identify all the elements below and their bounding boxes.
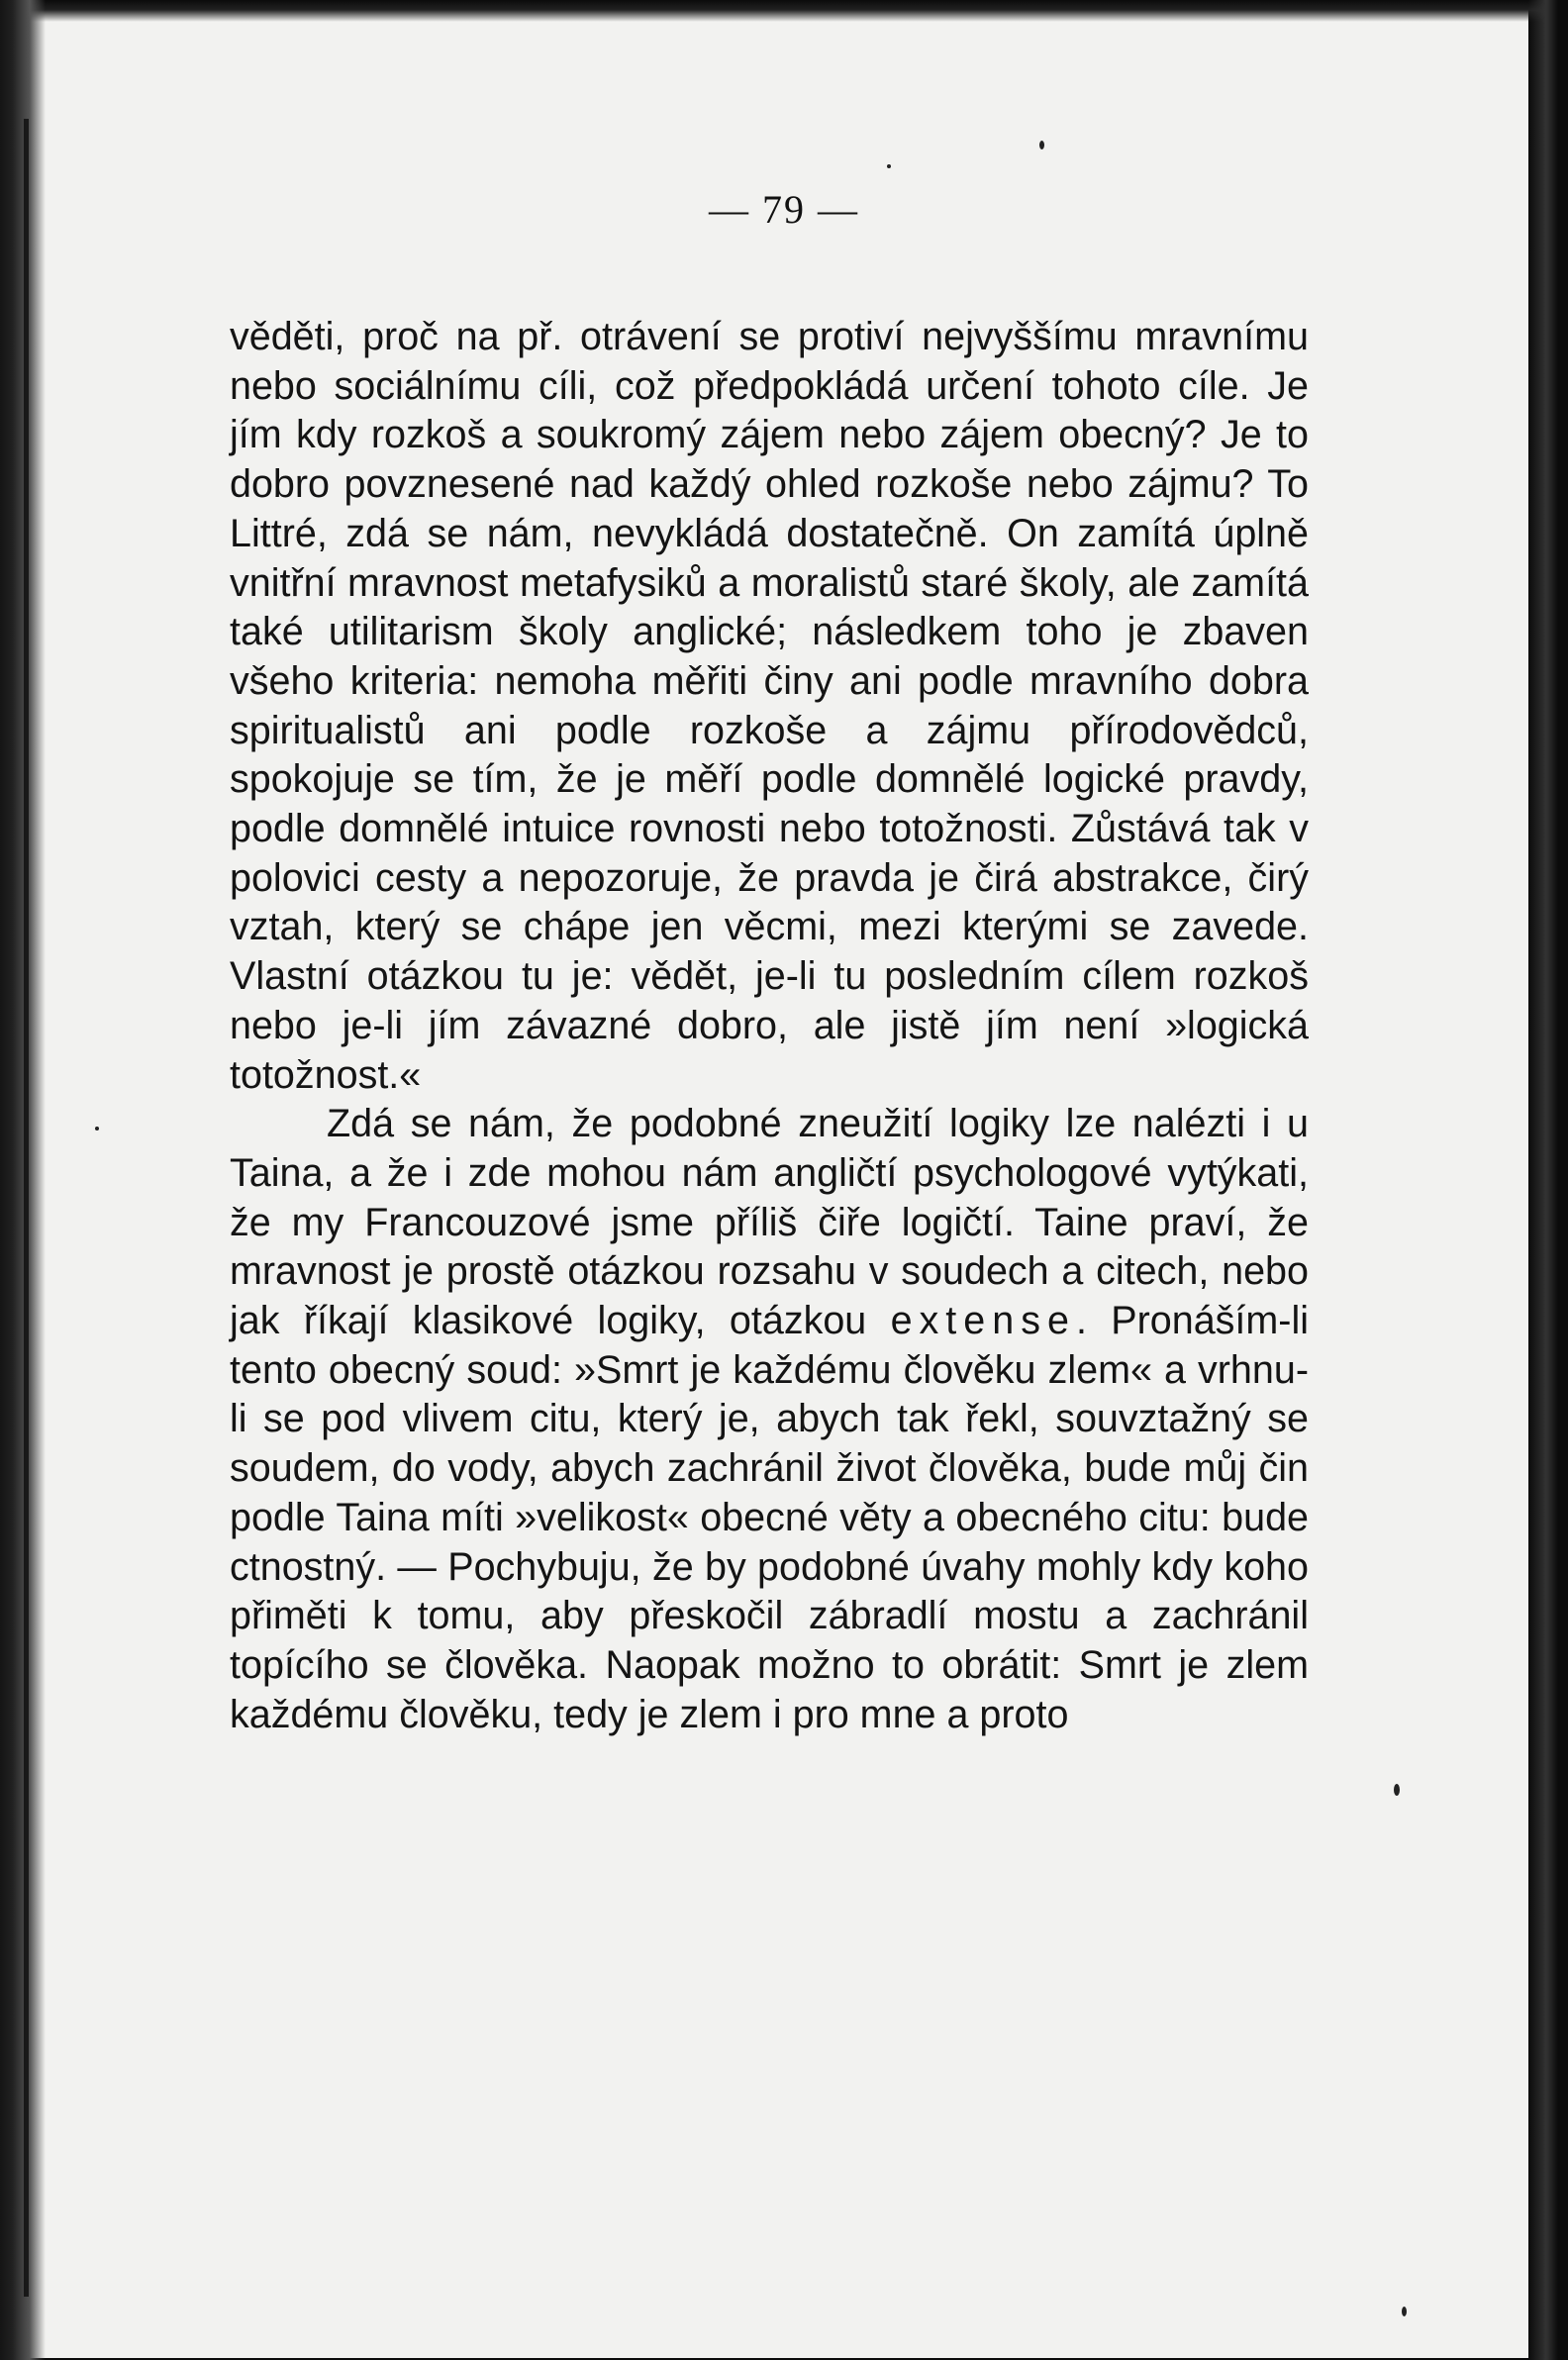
paragraph-1: věděti, proč na př. otrávení se protiví nejvyššímu mravnímu nebo sociálnímu cíli, což předpokládá určení tohoto cíle. Je jím kdy rozkoš a soukromý zájem nebo zájem obecný? Je to dobro povznesené nad každý ohled rozkoše nebo zájmu? To Littré, zdá se nám, nevykládá dostatečně. On zamítá úplně vnitřní mravnost metafysiků a moralistů staré školy, ale zamítá také utilitarism školy anglické; následkem toho je zbaven všeho kriteria: nemoha měřiti činy ani podle mravního dobra spiritualistů ani podle rozkoše a zájmu přírodovědců, spokojuje se tím, že je měří podle domnělé logické pravdy, podle domnělé intuice rovnosti nebo totožnosti. Zůstává tak v polovici cesty a nepozoruje, že pravda je čirá abstrakce, čirý vztah, který se chápe jen věcmi, mezi kterými se zavede. Vlastní otázkou tu je: vědět, je-li tu posledním cílem rozkoš nebo je-li jím závazné dobro, ale jistě jím není »logická totožnost.« — [230, 315, 1309, 1097]
paragraph-2-end: . Pronáším-li tento obecný soud: »Smrt je každému člověku zlem« a vrhnu-li se pod vlivem citu, který je, abych tak řekl, souvztažný se soudem, do vody, abych zachránil život člověka, bude můj čin podle Taina míti »velikost« obecné věty a obecného citu: bude ctnostný. — Pochybuju, že by podobné úvahy mohly kdy koho přiměti k tomu, aby přeskočil zábradlí mostu a zachránil topícího se člověka. Naopak možno to obrátit: Smrt je zlem každému člověku, tedy je zlem i pro mne a proto — [230, 1299, 1309, 1736]
speck — [887, 164, 891, 168]
scan-top-edge — [0, 0, 1568, 22]
speck — [1402, 2307, 1407, 2316]
body-text — [230, 313, 1309, 1739]
speck — [1394, 1784, 1400, 1796]
speck — [1039, 141, 1044, 149]
binding-edge — [24, 119, 29, 2297]
binding-shadow — [0, 0, 46, 2360]
paragraph-2 — [230, 1100, 1309, 1739]
spaced-term: extense — [890, 1299, 1076, 1343]
scan-right-edge — [1528, 0, 1568, 2360]
page-number: — 79 — — [709, 187, 859, 232]
paragraph-2-start: Zdá se nám, že podobné zneužití logiky lze nalézti i u Taina, a že i zde mohou nám angličtí psychologové vytýkati, že my Francouzové jsme příliš čiře logičtí. Taine praví, že mravnost je prostě otázkou rozsahu v soudech a citech, nebo jak říkají klasikové logiky, otázkou — [230, 1102, 1309, 1343]
speck — [95, 1127, 99, 1131]
